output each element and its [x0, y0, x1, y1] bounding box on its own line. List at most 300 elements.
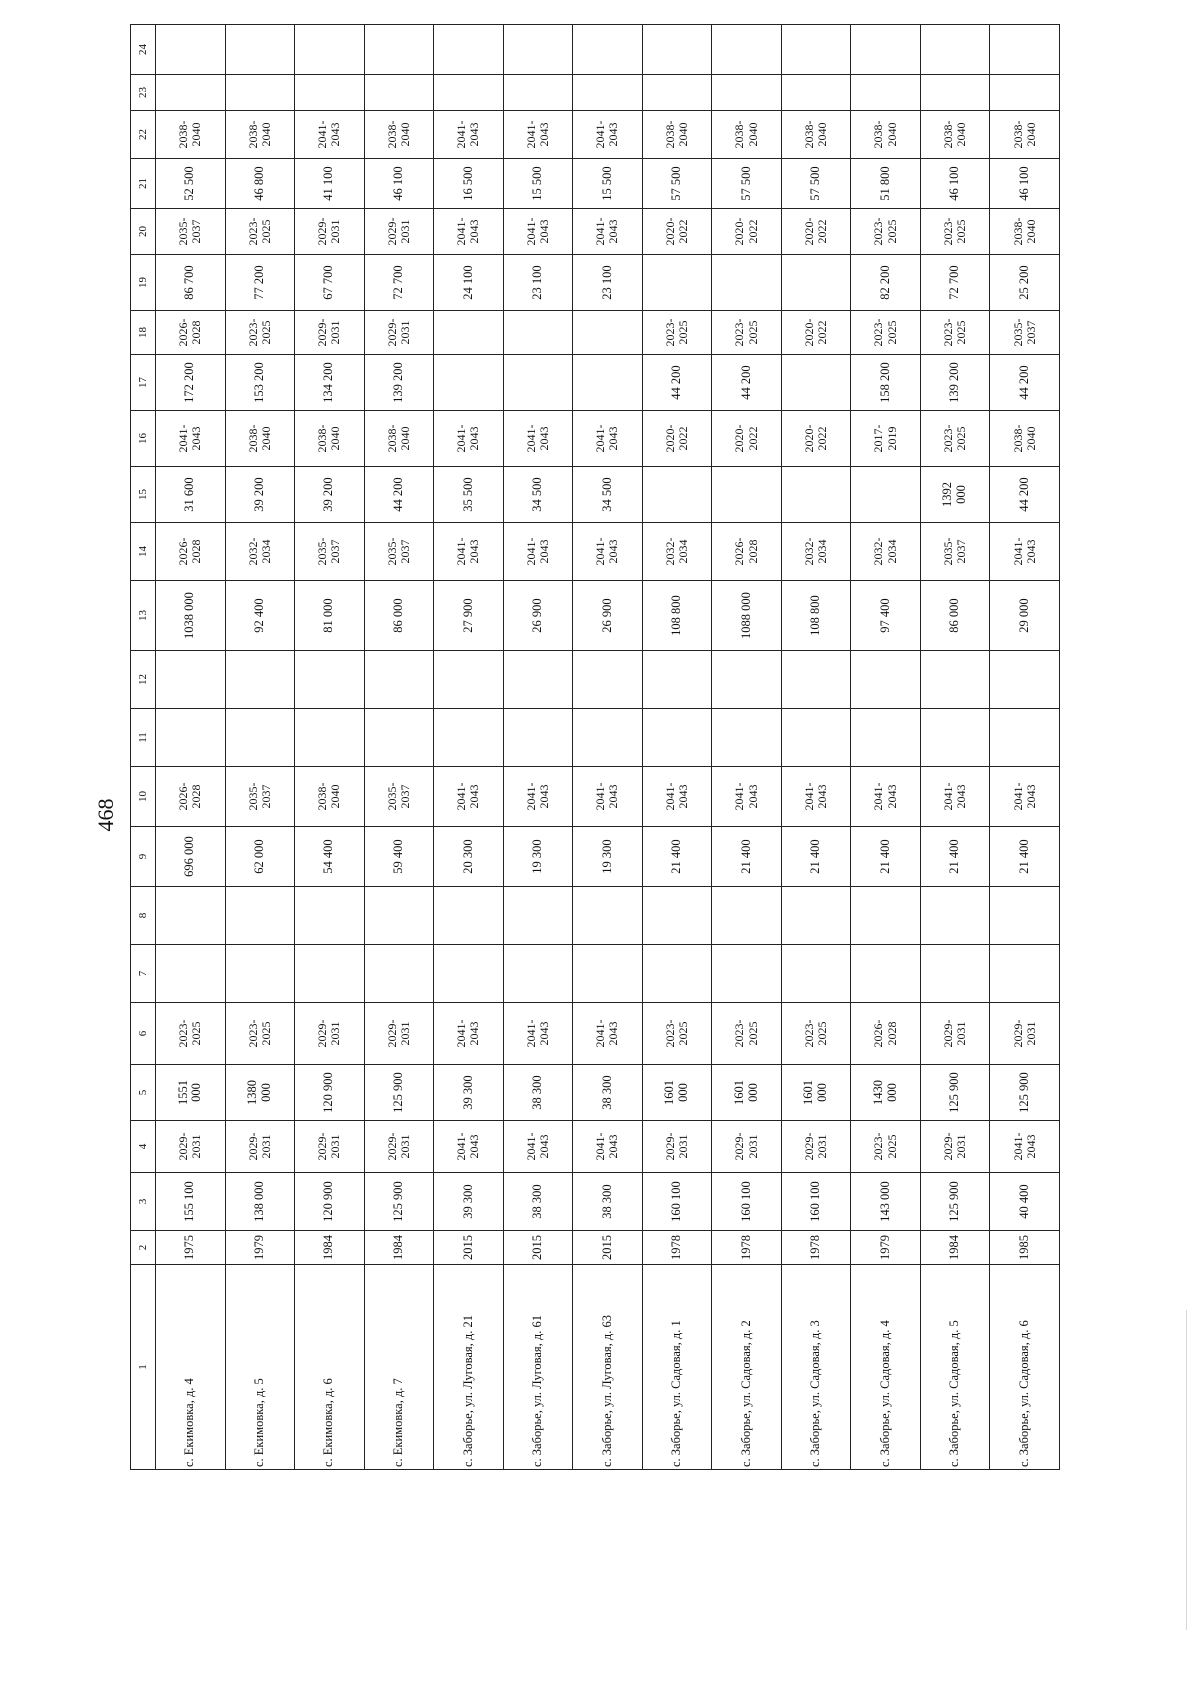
value-cell	[851, 75, 921, 111]
address-cell: с. Заборье, ул. Садовая, д. 1	[642, 1265, 712, 1470]
value-cell: 81 000	[295, 581, 365, 651]
value-cell: 72 700	[920, 255, 990, 311]
value-cell	[364, 945, 434, 1003]
address-cell: с. Заборье, ул. Садовая, д. 2	[712, 1265, 782, 1470]
value-cell: 72 700	[364, 255, 434, 311]
period-cell: 2038- 2040	[990, 209, 1060, 255]
value-cell: 21 400	[712, 827, 782, 887]
value-cell: 31 600	[156, 467, 226, 523]
value-cell	[503, 25, 573, 75]
value-cell: 57 500	[781, 159, 851, 209]
value-cell: 1551 000	[156, 1065, 226, 1121]
value-cell: 16 500	[434, 159, 504, 209]
value-cell	[781, 467, 851, 523]
value-cell: 15 500	[503, 159, 573, 209]
value-cell: 125 900	[990, 1065, 1060, 1121]
column-header: 1	[131, 1265, 156, 1470]
value-cell: 54 400	[295, 827, 365, 887]
value-cell	[781, 651, 851, 709]
column-header: 4	[131, 1121, 156, 1173]
value-cell	[712, 467, 782, 523]
value-cell: 1601 000	[712, 1065, 782, 1121]
period-cell: 2026- 2028	[712, 523, 782, 581]
value-cell	[920, 651, 990, 709]
value-cell: 38 300	[503, 1065, 573, 1121]
period-cell: 2038- 2040	[920, 111, 990, 159]
value-cell	[434, 75, 504, 111]
period-cell: 2029- 2031	[225, 1121, 295, 1173]
value-cell: 26 900	[503, 581, 573, 651]
period-cell: 2020- 2022	[781, 209, 851, 255]
value-cell	[990, 75, 1060, 111]
value-cell: 158 200	[851, 355, 921, 411]
period-cell: 2023- 2025	[920, 411, 990, 467]
table-row	[295, 25, 365, 1470]
period-cell: 2029- 2031	[364, 209, 434, 255]
value-cell: 44 200	[364, 467, 434, 523]
value-cell	[990, 25, 1060, 75]
period-cell: 2029- 2031	[364, 311, 434, 355]
value-cell: 20 300	[434, 827, 504, 887]
value-cell: 86 000	[364, 581, 434, 651]
period-cell: 2041- 2043	[573, 111, 643, 159]
value-cell: 46 100	[364, 159, 434, 209]
value-cell: 160 100	[642, 1173, 712, 1231]
value-cell	[642, 25, 712, 75]
value-cell	[573, 887, 643, 945]
value-cell	[851, 945, 921, 1003]
value-cell	[642, 255, 712, 311]
period-cell: 2017- 2019	[851, 411, 921, 467]
table-row	[642, 25, 712, 1470]
period-cell: 2041- 2043	[990, 767, 1060, 827]
period-cell: 2032- 2034	[225, 523, 295, 581]
period-cell: 2029- 2031	[712, 1121, 782, 1173]
value-cell	[573, 25, 643, 75]
value-cell: 108 800	[781, 581, 851, 651]
table-row	[990, 25, 1060, 1470]
value-cell: 29 000	[990, 581, 1060, 651]
address-cell: с. Екимовка, д. 7	[364, 1265, 434, 1470]
period-cell: 2041- 2043	[503, 767, 573, 827]
period-cell: 2038- 2040	[364, 411, 434, 467]
table-container	[130, 44, 1060, 1470]
table-row	[225, 25, 295, 1470]
table-row	[364, 25, 434, 1470]
period-cell: 2041- 2043	[851, 767, 921, 827]
value-cell	[642, 75, 712, 111]
value-cell: 57 500	[642, 159, 712, 209]
value-cell: 155 100	[156, 1173, 226, 1231]
value-cell	[295, 651, 365, 709]
value-cell	[364, 887, 434, 945]
value-cell	[781, 255, 851, 311]
period-cell: 2023- 2025	[642, 1003, 712, 1065]
period-cell: 2035- 2037	[364, 767, 434, 827]
value-cell: 39 300	[434, 1173, 504, 1231]
value-cell	[781, 355, 851, 411]
period-cell: 2041- 2043	[434, 1121, 504, 1173]
table-row	[503, 25, 573, 1470]
rotated-table-frame	[130, 44, 1060, 1470]
value-cell: 1601 000	[781, 1065, 851, 1121]
column-header: 13	[131, 581, 156, 651]
column-header: 5	[131, 1065, 156, 1121]
value-cell	[434, 25, 504, 75]
value-cell: 1038 000	[156, 581, 226, 651]
value-cell: 172 200	[156, 355, 226, 411]
period-cell: 2032- 2034	[642, 523, 712, 581]
value-cell	[712, 651, 782, 709]
column-header: 11	[131, 709, 156, 767]
period-cell: 2035- 2037	[364, 523, 434, 581]
value-cell	[434, 887, 504, 945]
period-cell: 2041- 2043	[990, 1121, 1060, 1173]
value-cell	[573, 311, 643, 355]
value-cell	[434, 651, 504, 709]
value-cell: 23 100	[573, 255, 643, 311]
value-cell: 120 900	[295, 1173, 365, 1231]
table-row	[573, 25, 643, 1470]
value-cell	[503, 887, 573, 945]
column-header: 14	[131, 523, 156, 581]
value-cell	[920, 945, 990, 1003]
period-cell: 2041- 2043	[573, 523, 643, 581]
value-cell: 82 200	[851, 255, 921, 311]
period-cell: 2041- 2043	[434, 767, 504, 827]
value-cell: 46 100	[920, 159, 990, 209]
value-cell	[781, 709, 851, 767]
value-cell: 125 900	[364, 1173, 434, 1231]
value-cell	[642, 887, 712, 945]
period-cell: 2038- 2040	[712, 111, 782, 159]
value-cell: 19 300	[573, 827, 643, 887]
value-cell	[851, 467, 921, 523]
period-cell: 2023- 2025	[851, 209, 921, 255]
period-cell: 2035- 2037	[225, 767, 295, 827]
year-cell: 1985	[990, 1231, 1060, 1265]
value-cell	[712, 255, 782, 311]
value-cell	[573, 709, 643, 767]
address-cell: с. Заборье, ул. Садовая, д. 3	[781, 1265, 851, 1470]
value-cell	[990, 887, 1060, 945]
value-cell	[503, 311, 573, 355]
value-cell	[851, 887, 921, 945]
value-cell: 44 200	[712, 355, 782, 411]
column-header: 17	[131, 355, 156, 411]
value-cell: 27 900	[434, 581, 504, 651]
value-cell: 1601 000	[642, 1065, 712, 1121]
table-row	[434, 25, 504, 1470]
value-cell	[990, 945, 1060, 1003]
column-header: 23	[131, 75, 156, 111]
year-cell: 1975	[156, 1231, 226, 1265]
address-cell: с. Заборье, ул. Садовая, д. 5	[920, 1265, 990, 1470]
address-cell: с. Заборье, ул. Луговая, д. 63	[573, 1265, 643, 1470]
period-cell: 2041- 2043	[434, 111, 504, 159]
value-cell	[781, 945, 851, 1003]
value-cell: 34 500	[503, 467, 573, 523]
period-cell: 2023- 2025	[642, 311, 712, 355]
value-cell	[781, 25, 851, 75]
column-header: 10	[131, 767, 156, 827]
period-cell: 2038- 2040	[781, 111, 851, 159]
period-cell: 2041- 2043	[642, 767, 712, 827]
value-cell	[851, 25, 921, 75]
period-cell: 2038- 2040	[642, 111, 712, 159]
period-cell: 2029- 2031	[364, 1003, 434, 1065]
period-cell: 2035- 2037	[156, 209, 226, 255]
column-header: 22	[131, 111, 156, 159]
period-cell: 2041- 2043	[781, 767, 851, 827]
value-cell	[712, 75, 782, 111]
value-cell: 51 800	[851, 159, 921, 209]
address-cell: с. Екимовка, д. 6	[295, 1265, 365, 1470]
value-cell: 86 000	[920, 581, 990, 651]
value-cell	[364, 709, 434, 767]
period-cell: 2041- 2043	[295, 111, 365, 159]
period-cell: 2041- 2043	[503, 209, 573, 255]
period-cell: 2035- 2037	[920, 523, 990, 581]
value-cell	[851, 651, 921, 709]
period-cell: 2041- 2043	[573, 1003, 643, 1065]
period-cell: 2041- 2043	[503, 1003, 573, 1065]
value-cell: 77 200	[225, 255, 295, 311]
year-cell: 2015	[434, 1231, 504, 1265]
value-cell: 39 200	[295, 467, 365, 523]
period-cell: 2038- 2040	[851, 111, 921, 159]
period-cell: 2020- 2022	[781, 411, 851, 467]
period-cell: 2029- 2031	[642, 1121, 712, 1173]
value-cell	[156, 945, 226, 1003]
value-cell: 21 400	[851, 827, 921, 887]
year-cell: 1979	[225, 1231, 295, 1265]
value-cell: 46 100	[990, 159, 1060, 209]
year-cell: 1979	[851, 1231, 921, 1265]
address-cell: с. Екимовка, д. 4	[156, 1265, 226, 1470]
year-cell: 1984	[364, 1231, 434, 1265]
table-row	[712, 25, 782, 1470]
value-cell: 120 900	[295, 1065, 365, 1121]
value-cell	[225, 25, 295, 75]
value-cell: 44 200	[990, 467, 1060, 523]
value-cell	[851, 709, 921, 767]
value-cell: 44 200	[642, 355, 712, 411]
period-cell: 2038- 2040	[156, 111, 226, 159]
value-cell	[712, 945, 782, 1003]
period-cell: 2023- 2025	[851, 311, 921, 355]
period-cell: 2023- 2025	[851, 1121, 921, 1173]
period-cell: 2041- 2043	[990, 523, 1060, 581]
value-cell: 25 200	[990, 255, 1060, 311]
period-cell: 2023- 2025	[781, 1003, 851, 1065]
column-header: 2	[131, 1231, 156, 1265]
period-cell: 2038- 2040	[990, 411, 1060, 467]
period-cell: 2038- 2040	[295, 411, 365, 467]
value-cell: 125 900	[364, 1065, 434, 1121]
value-cell: 108 800	[642, 581, 712, 651]
address-cell: с. Екимовка, д. 5	[225, 1265, 295, 1470]
column-header: 18	[131, 311, 156, 355]
value-cell	[920, 709, 990, 767]
period-cell: 2032- 2034	[851, 523, 921, 581]
column-header: 24	[131, 25, 156, 75]
period-cell: 2041- 2043	[434, 209, 504, 255]
value-cell	[156, 75, 226, 111]
header-row	[131, 25, 156, 1470]
value-cell	[225, 887, 295, 945]
period-cell: 2020- 2022	[642, 209, 712, 255]
period-cell: 2038- 2040	[295, 767, 365, 827]
value-cell	[642, 651, 712, 709]
period-cell: 2041- 2043	[712, 767, 782, 827]
value-cell	[225, 75, 295, 111]
period-cell: 2041- 2043	[434, 411, 504, 467]
value-cell: 40 400	[990, 1173, 1060, 1231]
period-cell: 2020- 2022	[781, 311, 851, 355]
value-cell	[295, 709, 365, 767]
period-cell: 2029- 2031	[781, 1121, 851, 1173]
period-cell: 2041- 2043	[434, 1003, 504, 1065]
value-cell: 24 100	[434, 255, 504, 311]
value-cell	[364, 651, 434, 709]
period-cell: 2023- 2025	[156, 1003, 226, 1065]
table-row	[156, 25, 226, 1470]
value-cell: 143 000	[851, 1173, 921, 1231]
period-cell: 2029- 2031	[920, 1003, 990, 1065]
value-cell	[434, 945, 504, 1003]
period-cell: 2029- 2031	[295, 1003, 365, 1065]
value-cell: 38 300	[503, 1173, 573, 1231]
column-header: 15	[131, 467, 156, 523]
column-header: 21	[131, 159, 156, 209]
period-cell: 2023- 2025	[920, 311, 990, 355]
column-header: 6	[131, 1003, 156, 1065]
value-cell: 139 200	[364, 355, 434, 411]
period-cell: 2041- 2043	[573, 411, 643, 467]
value-cell	[712, 887, 782, 945]
value-cell	[503, 709, 573, 767]
page-number: 468	[93, 798, 118, 832]
period-cell: 2026- 2028	[156, 311, 226, 355]
value-cell: 35 500	[434, 467, 504, 523]
value-cell	[503, 651, 573, 709]
period-cell: 2041- 2043	[503, 1121, 573, 1173]
value-cell: 160 100	[781, 1173, 851, 1231]
value-cell: 134 200	[295, 355, 365, 411]
value-cell: 15 500	[573, 159, 643, 209]
value-cell: 67 700	[295, 255, 365, 311]
address-cell: с. Заборье, ул. Садовая, д. 6	[990, 1265, 1060, 1470]
column-header: 3	[131, 1173, 156, 1231]
period-cell: 2041- 2043	[503, 523, 573, 581]
period-cell: 2023- 2025	[920, 209, 990, 255]
period-cell: 2041- 2043	[573, 209, 643, 255]
value-cell	[573, 355, 643, 411]
period-cell: 2026- 2028	[156, 523, 226, 581]
period-cell: 2020- 2022	[712, 209, 782, 255]
value-cell: 153 200	[225, 355, 295, 411]
period-cell: 2023- 2025	[225, 311, 295, 355]
column-header: 8	[131, 887, 156, 945]
period-cell: 2029- 2031	[920, 1121, 990, 1173]
value-cell: 38 300	[573, 1065, 643, 1121]
period-cell: 2020- 2022	[712, 411, 782, 467]
margin-scan-line	[1186, 1310, 1187, 1630]
value-cell: 57 500	[712, 159, 782, 209]
year-cell: 1978	[781, 1231, 851, 1265]
year-cell: 1984	[920, 1231, 990, 1265]
value-cell	[156, 651, 226, 709]
value-cell	[364, 75, 434, 111]
value-cell	[642, 467, 712, 523]
column-header: 7	[131, 945, 156, 1003]
value-cell	[295, 25, 365, 75]
period-cell: 2038- 2040	[225, 111, 295, 159]
period-cell: 2041- 2043	[573, 1121, 643, 1173]
value-cell	[295, 887, 365, 945]
value-cell	[156, 25, 226, 75]
value-cell: 39 300	[434, 1065, 504, 1121]
period-cell: 2032- 2034	[781, 523, 851, 581]
value-cell	[642, 945, 712, 1003]
column-header: 19	[131, 255, 156, 311]
value-cell: 41 100	[295, 159, 365, 209]
period-cell: 2038- 2040	[990, 111, 1060, 159]
year-cell: 1978	[712, 1231, 782, 1265]
year-cell: 2015	[573, 1231, 643, 1265]
value-cell	[156, 709, 226, 767]
value-cell: 1380 000	[225, 1065, 295, 1121]
table-row	[851, 25, 921, 1470]
value-cell	[434, 709, 504, 767]
value-cell	[295, 75, 365, 111]
value-cell: 97 400	[851, 581, 921, 651]
table-row	[781, 25, 851, 1470]
value-cell	[781, 887, 851, 945]
year-cell: 2015	[503, 1231, 573, 1265]
value-cell: 21 400	[990, 827, 1060, 887]
value-cell: 34 500	[573, 467, 643, 523]
period-cell: 2026- 2028	[851, 1003, 921, 1065]
value-cell: 44 200	[990, 355, 1060, 411]
address-cell: с. Заборье, ул. Луговая, д. 61	[503, 1265, 573, 1470]
value-cell: 21 400	[642, 827, 712, 887]
period-cell: 2023- 2025	[712, 311, 782, 355]
period-cell: 2029- 2031	[990, 1003, 1060, 1065]
period-cell: 2026- 2028	[156, 767, 226, 827]
value-cell: 26 900	[573, 581, 643, 651]
column-header: 12	[131, 651, 156, 709]
value-cell: 125 900	[920, 1065, 990, 1121]
period-cell: 2023- 2025	[712, 1003, 782, 1065]
value-cell: 21 400	[920, 827, 990, 887]
value-cell: 139 200	[920, 355, 990, 411]
period-cell: 2041- 2043	[503, 411, 573, 467]
address-cell: с. Заборье, ул. Садовая, д. 4	[851, 1265, 921, 1470]
address-cell: с. Заборье, ул. Луговая, д. 21	[434, 1265, 504, 1470]
value-cell: 59 400	[364, 827, 434, 887]
period-cell: 2038- 2040	[364, 111, 434, 159]
value-cell	[990, 709, 1060, 767]
value-cell: 38 300	[573, 1173, 643, 1231]
value-cell: 21 400	[781, 827, 851, 887]
value-cell: 1392 000	[920, 467, 990, 523]
value-cell	[573, 651, 643, 709]
value-cell	[503, 355, 573, 411]
table-body	[156, 25, 1060, 1470]
value-cell	[156, 887, 226, 945]
